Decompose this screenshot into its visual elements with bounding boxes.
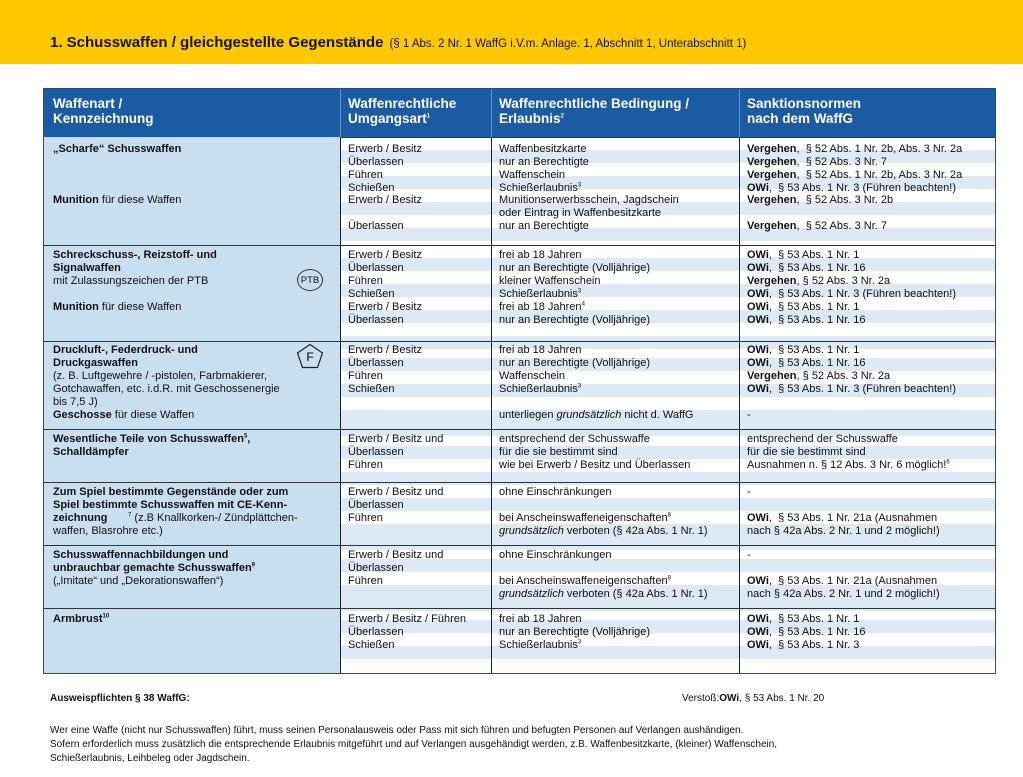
weapon-subtitle: mit Zulassungszeichen der PTB (53, 275, 209, 287)
umgang: Führen (348, 512, 383, 524)
bedingung: frei ab 18 Jahren (499, 249, 582, 261)
bedingung: grundsätzlich verboten (§ 42a Abs. 1 Nr. 1) (499, 525, 708, 537)
umgang: Überlassen (348, 446, 404, 458)
sanktion: OWi, § 53 Abs. 1 Nr. 16 (747, 314, 866, 326)
bedingung: nur an Berechtigte (Volljährige) (499, 314, 651, 326)
header-sanktionsnormen: Sanktionsnormen nach dem WaffG (747, 96, 862, 126)
sanktion: OWi, § 53 Abs. 1 Nr. 16 (747, 262, 866, 274)
bedingung: nur an Berechtigte (499, 156, 589, 168)
sanktion: Vergehen, § 52 Abs. 3 Nr. 7 (747, 156, 888, 168)
umgang: Schießen (348, 288, 395, 300)
title-reference: (§ 1 Abs. 2 Nr. 1 WaffG i.V.m. Anlage. 1, Abschnitt 1, Unterabschnitt 1) (389, 38, 747, 50)
title-banner (0, 0, 1023, 64)
weapon-subtitle: $^7$ (z.B Knallkorken-/ Zündplättchen- (128, 512, 298, 524)
bedingung: Schießerlaubnis$^3$ (499, 639, 582, 651)
sanktion: OWi, § 53 Abs. 1 Nr. 3 (747, 639, 860, 651)
ammo-note: Geschosse für diese Waffen (53, 409, 195, 421)
weapon-type: Schreckschuss-, Reizstoff- und Signalwaffen (53, 249, 217, 274)
sanktion: - (747, 409, 751, 421)
bedingung: unterliegen grundsätzlich nicht d. WaffG (499, 409, 694, 421)
weapon-subtitle: („Imitate“ und „Dekorationswaffen“) (53, 575, 224, 587)
bedingung: Waffenbesitzkarte (499, 143, 587, 155)
bedingung: grundsätzlich verboten (§ 42a Abs. 1 Nr. 1) (499, 588, 708, 600)
sanktion: OWi, § 53 Abs. 1 Nr. 1 (747, 344, 860, 356)
bedingung: nur an Berechtigte (Volljährige) (499, 262, 651, 274)
sanktion: - (747, 486, 751, 498)
umgang: Erwerb / Besitz (348, 194, 422, 206)
sanktion: OWi, § 53 Abs. 1 Nr. 1 (747, 613, 860, 625)
ptb-approval-icon: PTB (297, 269, 323, 291)
umgang: Schießen (348, 639, 395, 651)
sanktion: OWi, § 53 Abs. 1 Nr. 3 (Führen beachten!) (747, 383, 957, 395)
bedingung: nur an Berechtigte (Volljährige) (499, 357, 651, 369)
sanktion: OWi, § 53 Abs. 1 Nr. 1 (747, 301, 860, 313)
sanktion: OWi, § 53 Abs. 1 Nr. 21a (Ausnahmen (747, 512, 938, 524)
weapon-type: Wesentliche Teile von Schusswaffen$^5$, Schalldämpfer (53, 433, 251, 458)
sanktion: nach § 42a Abs. 2 Nr. 1 und 2 möglich!) (747, 588, 940, 600)
sanktion: OWi, § 53 Abs. 1 Nr. 21a (Ausnahmen (747, 575, 938, 587)
bedingung: Schießerlaubnis$^3$ (499, 383, 582, 395)
ausweispflichten-heading: Ausweispflichten § 38 WaffG: (50, 693, 190, 704)
umgang: Erwerb / Besitz / Führen (348, 613, 466, 625)
umgang: Überlassen (348, 220, 404, 232)
umgang: Führen (348, 575, 383, 587)
umgang: Überlassen (348, 562, 404, 574)
bedingung: wie bei Erwerb / Besitz und Überlassen (499, 459, 691, 471)
sanktion: Ausnahmen n. § 12 Abs. 3 Nr. 6 möglich!$^6$ (747, 459, 950, 471)
bedingung: für die sie bestimmt sind (499, 446, 618, 458)
sanktion: Vergehen, § 52 Abs. 1 Nr. 2b, Abs. 3 Nr. 2a (747, 169, 963, 181)
weapon-type: Schusswaffennachbildungen und unbrauchbar gemachte Schusswaffen$^9$ (53, 549, 256, 574)
umgang: Erwerb / Besitz und (348, 433, 444, 445)
page-title (50, 34, 746, 51)
bedingung: bei Anscheinswaffeneigenschaften$^8$ (499, 512, 671, 524)
bedingung: frei ab 18 Jahren$^4$ (499, 301, 585, 313)
header-bedingung: Waffenrechtliche Bedingung / Erlaubnis$^2$ (499, 96, 690, 126)
umgang: Erwerb / Besitz (348, 301, 422, 313)
f-mark-letter: F (306, 350, 314, 364)
umgang: Schießen (348, 182, 395, 194)
sanktion: OWi, § 53 Abs. 1 Nr. 1 (747, 249, 860, 261)
sanktion: OWi, § 53 Abs. 1 Nr. 16 (747, 357, 866, 369)
sanktion: - (747, 549, 751, 561)
bedingung: ohne Einschränkungen (499, 486, 612, 498)
bedingung: ohne Einschränkungen (499, 549, 612, 561)
umgang: Erwerb / Besitz und (348, 549, 444, 561)
bedingung: oder Eintrag in Waffenbesitzkarte (499, 207, 662, 219)
bedingung: kleiner Waffenschein (499, 275, 601, 287)
sanktion: OWi, § 53 Abs. 1 Nr. 3 (Führen beachten!) (747, 182, 957, 194)
bedingung: frei ab 18 Jahren (499, 344, 582, 356)
table-header (44, 89, 995, 138)
weapons-table (43, 88, 996, 674)
header-waffenart: Waffenart / Kennzeichnung (53, 96, 154, 126)
bedingung: nur an Berechtigte (Volljährige) (499, 626, 651, 638)
umgang: Überlassen (348, 314, 404, 326)
umgang: Erwerb / Besitz (348, 143, 422, 155)
ammo-note: Munition für diese Waffen (53, 301, 182, 313)
bedingung: Munitionserwerbsschein, Jagdschein (499, 194, 679, 206)
ammo-note: Munition für diese Waffen (53, 194, 182, 206)
sanktion: für die sie bestimmt sind (747, 446, 866, 458)
weapon-type: Zum Spiel bestimmte Gegenstände oder zum Spiel bestimmte Schusswaffen mit CE-Kenn- zeichnung (53, 486, 289, 524)
umgang: Überlassen (348, 626, 404, 638)
bedingung: Schießerlaubnis$^3$ (499, 288, 582, 300)
sanktion: Vergehen, § 52 Abs. 3 Nr. 2a (747, 370, 891, 382)
weapon-type: „Scharfe“ Schusswaffen (53, 143, 182, 155)
bedingung: entsprechend der Schusswaffe (499, 433, 650, 445)
f-mark-icon (296, 343, 324, 369)
umgang: Führen (348, 370, 383, 382)
ausweispflichten-text: Wer eine Waffe (nicht nur Schusswaffen) führt, muss seinen Personalausweis oder Pass mit sich führen und befugten Personen auf Verlangen aushändigen. Sofern erforderlich muss zusätzlich die entsprechende Erlaubnis mitgeführt und auf Verlangen ausgehändigt werden, z.B. Waffenbesitzkarte, (kleiner) Waffenschein, Schießerlaubnis, Leihbeleg oder Jagdschein. (50, 725, 778, 764)
title-text: 1. Schusswaffen / gleichgestellte Gegenstände (50, 34, 384, 51)
sanktion: Vergehen, § 52 Abs. 1 Nr. 2b, Abs. 3 Nr. 2a (747, 143, 963, 155)
bedingung: bei Anscheinswaffeneigenschaften$^8$ (499, 575, 671, 587)
bedingung: Waffenschein (499, 370, 566, 382)
sanktion: nach § 42a Abs. 2 Nr. 1 und 2 möglich!) (747, 525, 940, 537)
sanktion: Vergehen, § 52 Abs. 3 Nr. 2b (747, 194, 894, 206)
verstoss-note: Verstoß:OWi, § 53 Abs. 1 Nr. 20 (682, 693, 825, 704)
umgang: Führen (348, 169, 383, 181)
umgang: Führen (348, 275, 383, 287)
sanktion: Vergehen, § 52 Abs. 3 Nr. 7 (747, 220, 888, 232)
umgang: Überlassen (348, 499, 404, 511)
weapon-subtitle: waffen, Blasrohre etc.) (53, 525, 163, 537)
umgang: Erwerb / Besitz (348, 249, 422, 261)
sanktion: entsprechend der Schusswaffe (747, 433, 898, 445)
umgang: Überlassen (348, 357, 404, 369)
umgang: Überlassen (348, 262, 404, 274)
bedingung: frei ab 18 Jahren (499, 613, 582, 625)
umgang: Überlassen (348, 156, 404, 168)
weapon-type: Armbrust$^{10}$ (53, 613, 110, 625)
umgang: Erwerb / Besitz (348, 344, 422, 356)
weapon-subtitle: (z. B. Luftgewehre / -pistolen, Farbmakierer, Gotchawaffen, etc. i.d.R. mit Geschossenergie bis 7,5 J) (53, 370, 280, 408)
header-umgangsart: Waffenrechtliche Umgangsart$^1$ (348, 96, 457, 126)
bedingung: Schießerlaubnis$^3$ (499, 182, 582, 194)
bedingung: nur an Berechtigte (499, 220, 589, 232)
sanktion: OWi, § 53 Abs. 1 Nr. 16 (747, 626, 866, 638)
weapon-type: Druckluft-, Federdruck- und Druckgaswaffen (53, 344, 198, 369)
umgang: Erwerb / Besitz und (348, 486, 444, 498)
umgang: Schießen (348, 383, 395, 395)
sanktion: Vergehen, § 52 Abs. 3 Nr. 2a (747, 275, 891, 287)
bedingung: Waffenschein (499, 169, 566, 181)
sanktion: OWi, § 53 Abs. 1 Nr. 3 (Führen beachten!) (747, 288, 957, 300)
umgang: Führen (348, 459, 383, 471)
